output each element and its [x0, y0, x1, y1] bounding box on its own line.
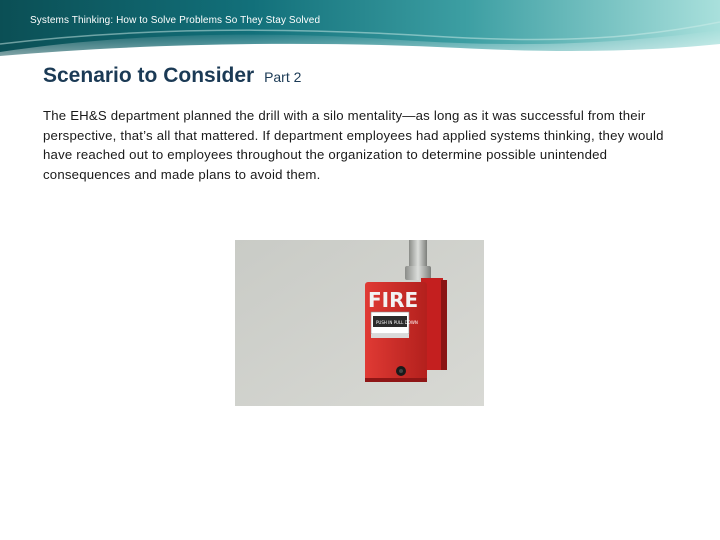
course-title: Systems Thinking: How to Solve Problems So They Stay Solved — [30, 15, 321, 26]
slide-title — [43, 64, 301, 88]
header-wave-graphic — [0, 0, 720, 62]
header-band — [0, 0, 720, 62]
handle-instruction-text: PUSH IN PULL DOWN — [376, 320, 418, 325]
fire-sign-text: FIRE — [368, 288, 419, 312]
slide-title-text: Scenario to Consider — [43, 64, 255, 87]
fire-alarm-icon — [235, 240, 484, 406]
body-paragraph: The EH&S department planned the drill with a silo mentality—as long as it was successful from their perspective, that’s all that mattered. If department employees had applied systems thinking, they would have reached out to employees throughout the organization to determine possible unintended consequences and made plans to avoid them. — [43, 108, 664, 182]
slide-subtitle: Part 2 — [264, 69, 302, 85]
fire-alarm-photo — [235, 240, 484, 406]
